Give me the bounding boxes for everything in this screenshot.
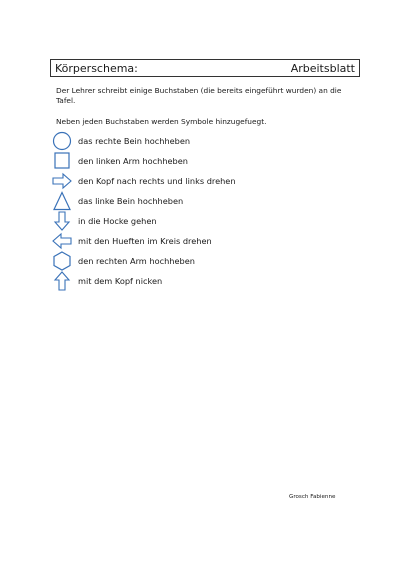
legend-item-arrow-left bbox=[50, 231, 350, 251]
worksheet-header bbox=[50, 59, 360, 77]
symbol-legend-list bbox=[50, 131, 350, 291]
circle-icon bbox=[52, 131, 72, 151]
legend-label: den linken Arm hochheben bbox=[78, 156, 188, 166]
legend-item-arrow-up bbox=[50, 271, 350, 291]
arrow-up-icon bbox=[52, 271, 72, 291]
legend-item-arrow-down bbox=[50, 211, 350, 231]
symbols-note: Neben jeden Buchstaben werden Symbole hinzugefuegt. bbox=[56, 117, 267, 126]
square-icon bbox=[52, 151, 72, 171]
triangle-icon bbox=[52, 191, 72, 211]
arrow-down-icon bbox=[52, 211, 72, 231]
legend-item-square bbox=[50, 151, 350, 171]
legend-item-triangle bbox=[50, 191, 350, 211]
legend-label: mit dem Kopf nicken bbox=[78, 276, 163, 286]
worksheet-title: Körperschema: bbox=[55, 61, 138, 75]
legend-item-arrow-right bbox=[50, 171, 350, 191]
legend-label: den Kopf nach rechts und links drehen bbox=[78, 176, 236, 186]
arrow-right-icon bbox=[52, 171, 72, 191]
legend-label: das linke Bein hochheben bbox=[78, 196, 184, 206]
legend-item-circle bbox=[50, 131, 350, 151]
legend-label: mit den Hueften im Kreis drehen bbox=[78, 236, 212, 246]
legend-item-hexagon bbox=[50, 251, 350, 271]
legend-label: in die Hocke gehen bbox=[78, 216, 157, 226]
intro-paragraph: Der Lehrer schreibt einige Buchstaben (die bereits eingeführt wurden) an die Tafel. bbox=[56, 86, 342, 105]
worksheet-type-label: Arbeitsblatt bbox=[290, 61, 355, 75]
author-name: Grosch Fabienne bbox=[289, 494, 336, 500]
legend-label: das rechte Bein hochheben bbox=[78, 136, 191, 146]
legend-label: den rechten Arm hochheben bbox=[78, 256, 195, 266]
hexagon-icon bbox=[52, 251, 72, 271]
arrow-left-icon bbox=[52, 231, 72, 251]
